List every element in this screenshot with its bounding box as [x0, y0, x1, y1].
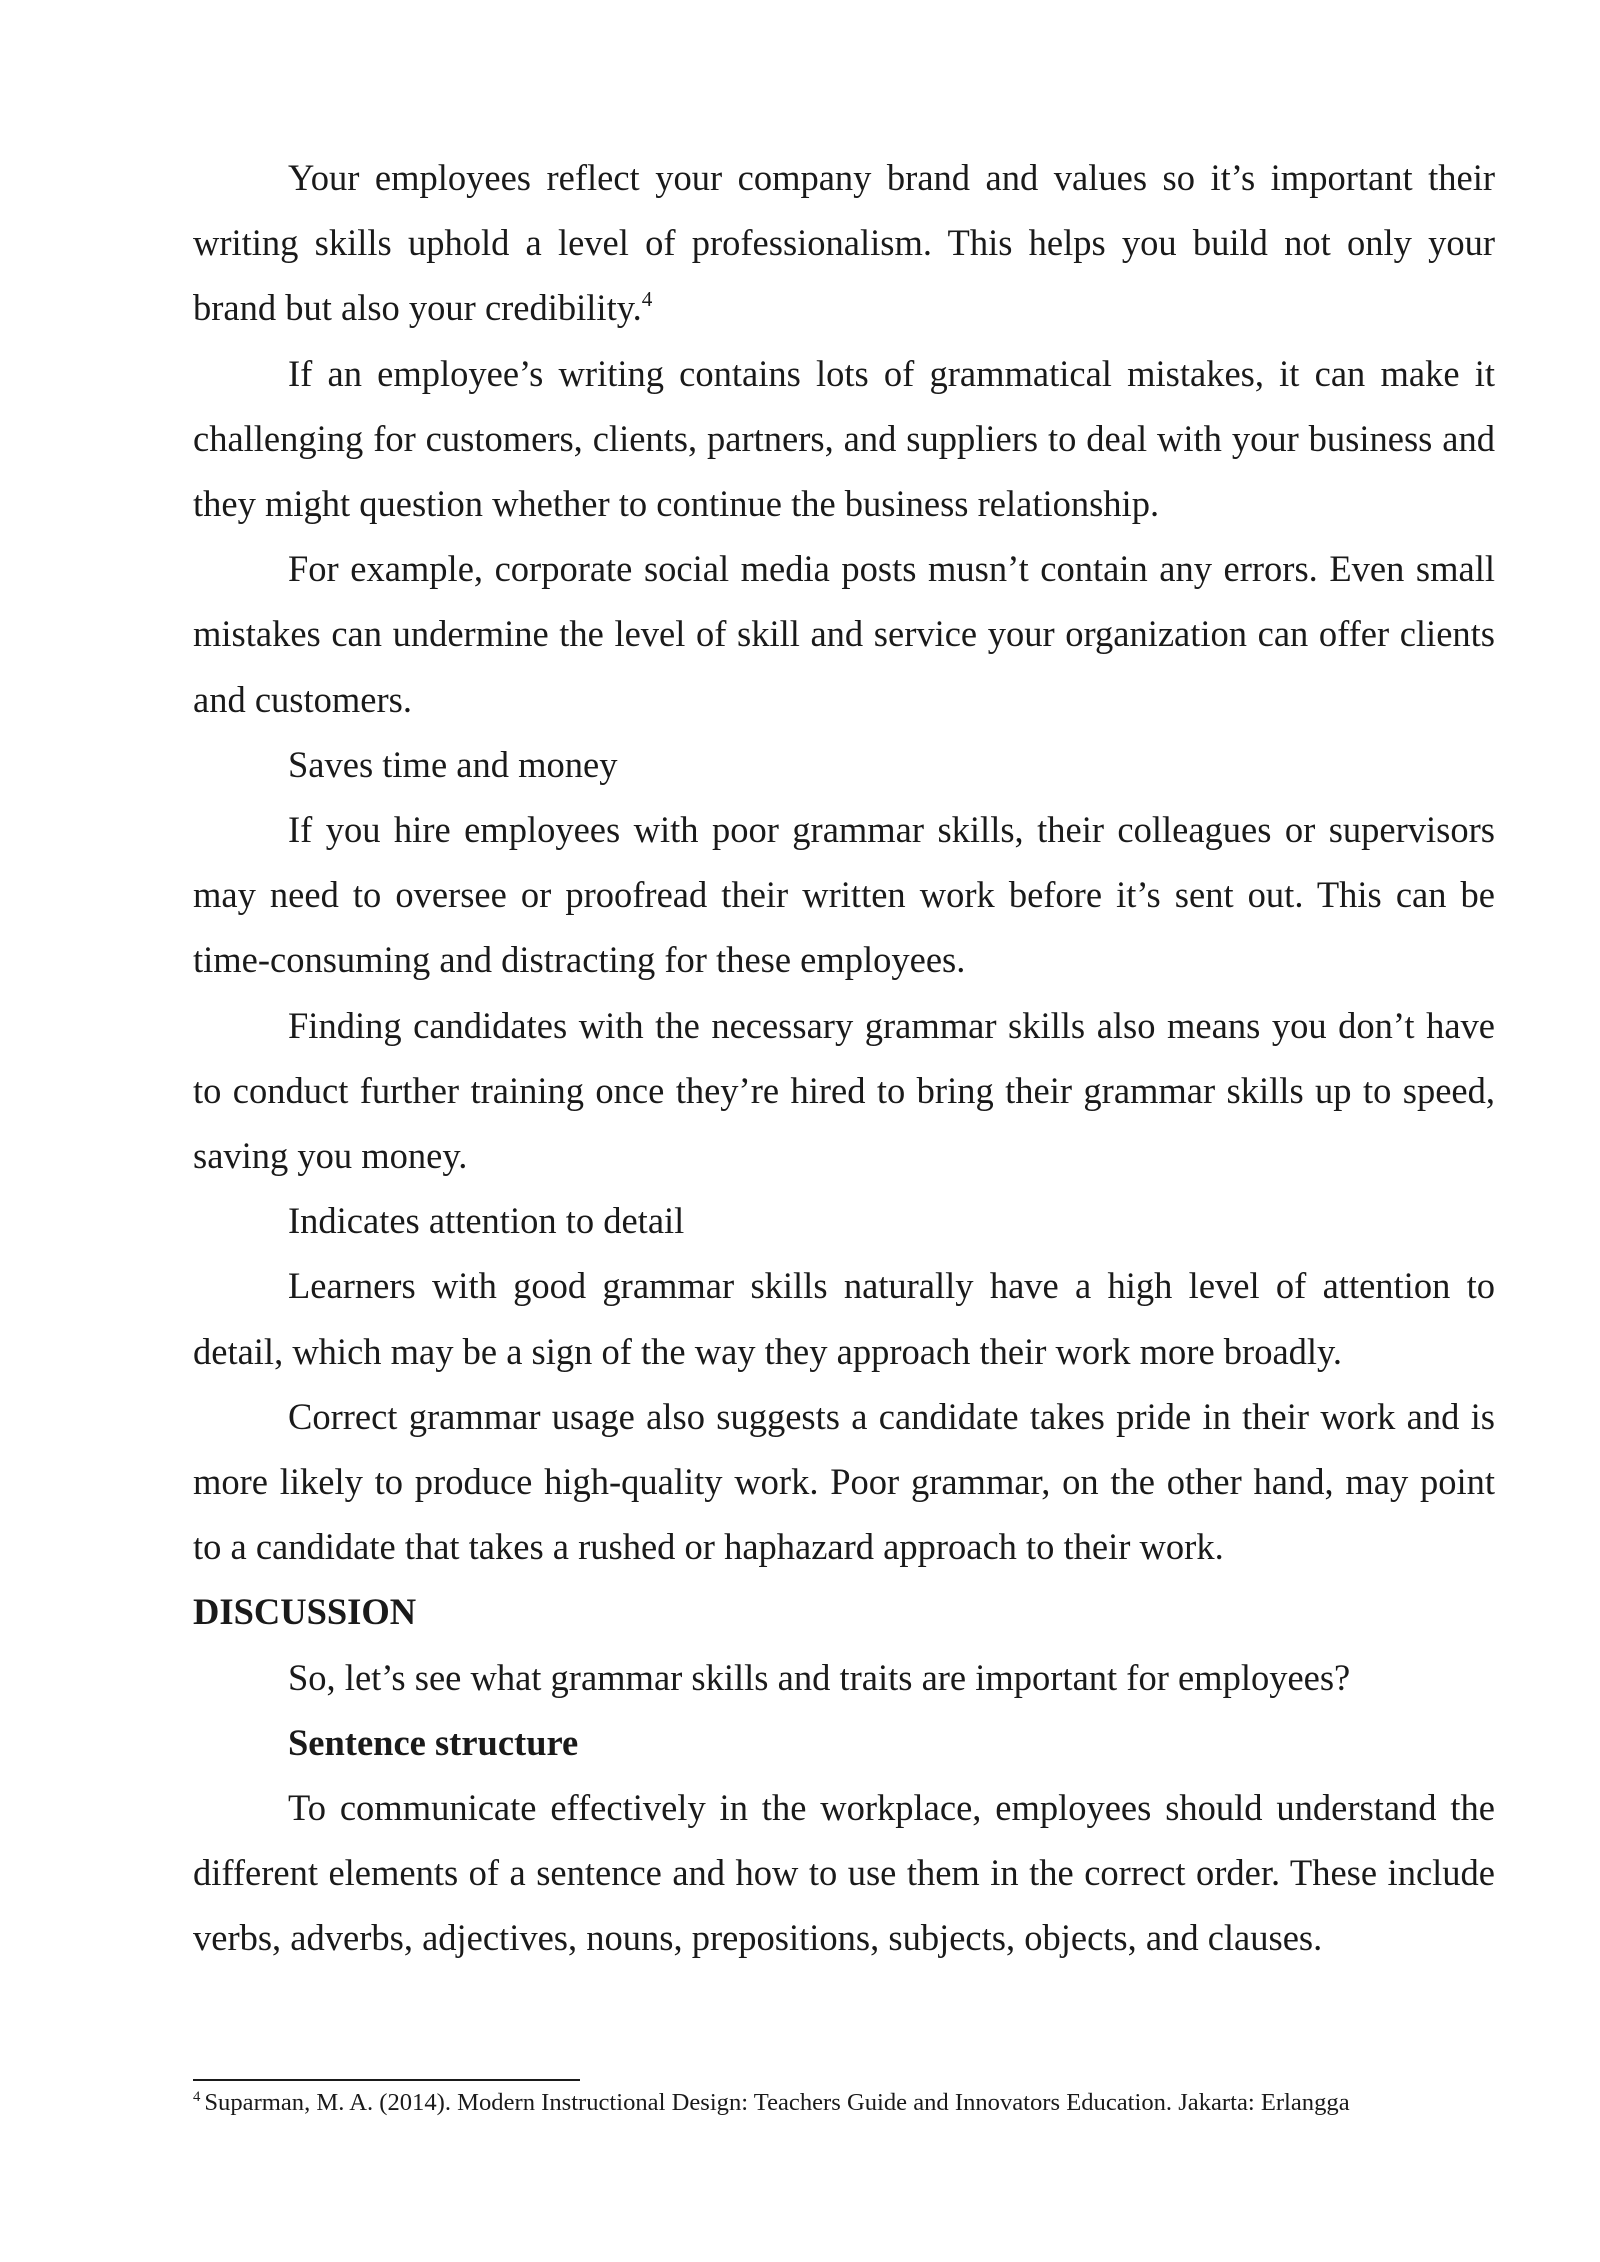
paragraph-text: Correct grammar usage also suggests a candidate takes pride in their work and is more likely to produce high-quality work. Poor grammar, on the other hand, may point to a candidate that takes a rushed or haphazard approach to their work. [193, 1395, 1495, 1568]
footnote-reference: 4 [641, 287, 653, 312]
footnote [193, 2086, 1553, 2120]
paragraph-grammatical-mistakes [193, 341, 1495, 537]
paragraph-social-media [193, 536, 1495, 732]
paragraph-discussion-intro [193, 1645, 1495, 1710]
paragraph-text: Saves time and money [288, 743, 618, 785]
paragraph-text: If you hire employees with poor grammar skills, their colleagues or supervisors may need to oversee or proofread their written work before it’s sent out. This can be time-consuming and distracting for these employees. [193, 809, 1495, 981]
paragraph-text: Finding candidates with the necessary grammar skills also means you don’t have to conduct further training once they’re hired to bring their grammar skills up to speed, saving you money. [193, 1004, 1495, 1177]
paragraph-text: If an employee’s writing contains lots of grammatical mistakes, it can make it challenging for customers, clients, partners, and suppliers to deal with your business and they might question whether to continue the business relationship. [193, 352, 1495, 525]
paragraph-text: Indicates attention to detail [288, 1200, 685, 1242]
paragraph-text: To communicate effectively in the workplace, employees should understand the different elements of a sentence and how to use them in the correct order. These include verbs, adverbs, adjectives, nouns, prepositions, subjects, objects, and clauses. [193, 1787, 1495, 1959]
footnote-text: Suparman, M. A. (2014). Modern Instructional Design: Teachers Guide and Innovators Education. Jakarta: Erlangga [204, 2089, 1350, 2116]
paragraph-hire-employees [193, 797, 1495, 993]
section-heading: DISCUSSION [193, 1591, 417, 1633]
footnote-separator [193, 2079, 580, 2081]
paragraph-text: For example, corporate social media posts musn’t contain any errors. Even small mistakes can undermine the level of skill and service your organization can offer clients and customers. [193, 548, 1495, 720]
footnote-marker: 4 [193, 2088, 201, 2105]
paragraph-text: Your employees reflect your company brand and values so it’s important their writing skills uphold a level of professionalism. This helps you build not only your brand but also your credibility. [193, 157, 1495, 329]
subsection-heading: Sentence structure [288, 1721, 579, 1763]
paragraph-company-brand [193, 145, 1495, 341]
paragraph-text: So, let’s see what grammar skills and traits are important for employees? [288, 1656, 1351, 1698]
paragraph-learners [193, 1253, 1495, 1383]
paragraph-attention-detail [193, 1188, 1495, 1253]
paragraph-text: Learners with good grammar skills naturally have a high level of attention to detail, which may be a sign of the way they approach their work more broadly. [193, 1265, 1495, 1372]
paragraph-saves-time [193, 732, 1495, 797]
paragraph-sentence-structure [193, 1775, 1495, 1971]
paragraph-correct-grammar [193, 1384, 1495, 1580]
page-body [193, 145, 1495, 1971]
paragraph-finding-candidates [193, 993, 1495, 1189]
